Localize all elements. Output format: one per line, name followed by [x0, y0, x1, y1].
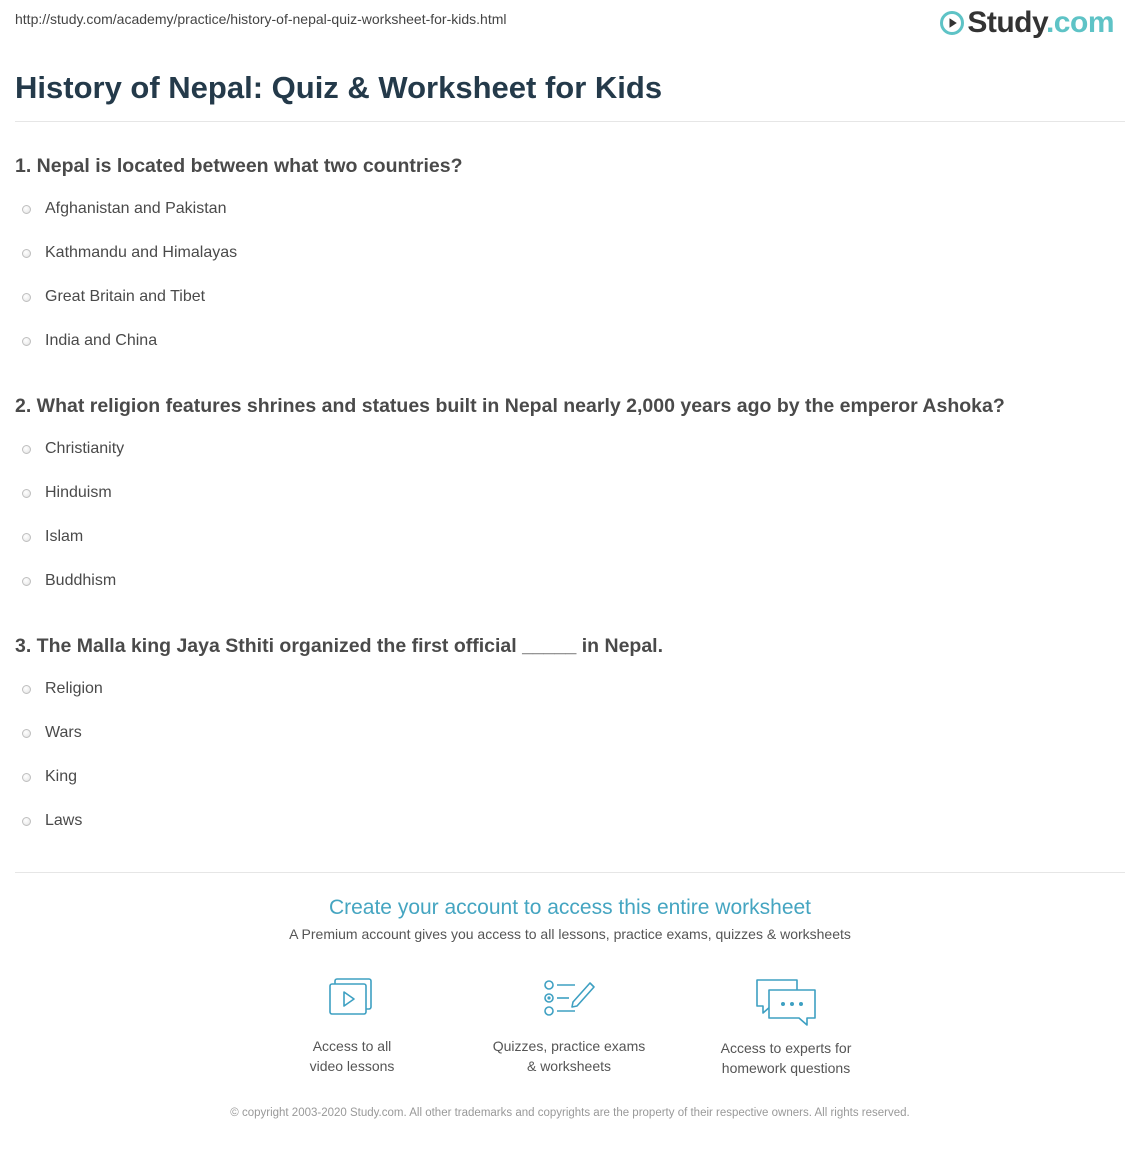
logo-text-dot: .com: [1045, 6, 1114, 39]
feature-quizzes: [469, 976, 669, 1076]
logo-text: [967, 6, 1114, 40]
title-divider: [15, 121, 1125, 122]
option-label: Great Britain and Tibet: [45, 288, 206, 305]
radio-button[interactable]: [22, 533, 31, 542]
video-lessons-icon: [322, 976, 382, 1026]
option-label: King: [45, 768, 78, 785]
study-com-logo[interactable]: [940, 6, 1114, 40]
feature-label: Quizzes, practice exams & worksheets: [492, 1038, 646, 1074]
chat-bubbles-icon: [753, 976, 819, 1028]
option-label: Kathmandu and Himalayas: [45, 244, 238, 261]
question-3: 3. The Malla king Jaya Sthiti organized the first official _____ in Nepal.: [15, 635, 664, 657]
cta-subtitle: A Premium account gives you access to all lessons, practice exams, quizzes & worksheets: [289, 926, 851, 942]
question-1: 1. Nepal is located between what two countries?: [15, 155, 463, 177]
radio-button[interactable]: [22, 249, 31, 258]
question-2: 2. What religion features shrines and statues built in Nepal nearly 2,000 years ago by the emperor Ashoka?: [15, 395, 1005, 417]
radio-button[interactable]: [22, 577, 31, 586]
section-divider: [15, 872, 1125, 873]
option-label: Laws: [45, 812, 83, 829]
radio-button[interactable]: [22, 445, 31, 454]
q3-option-1[interactable]: [22, 680, 103, 698]
create-account-link[interactable]: Create your account to access this entire worksheet: [328, 896, 812, 919]
option-label: Afghanistan and Pakistan: [45, 200, 227, 217]
q2-option-1[interactable]: [22, 440, 124, 458]
q1-option-2[interactable]: [22, 244, 237, 262]
option-label: Wars: [45, 724, 82, 741]
page-url: http://study.com/academy/practice/history-of-nepal-quiz-worksheet-for-kids.html: [15, 11, 507, 27]
q3-option-4[interactable]: [22, 812, 82, 830]
radio-button[interactable]: [22, 817, 31, 826]
feature-video-lessons: [252, 976, 452, 1076]
radio-button[interactable]: [22, 489, 31, 498]
play-circle-icon: [940, 11, 964, 35]
option-label: India and China: [45, 332, 158, 349]
radio-button[interactable]: [22, 205, 31, 214]
feature-label: Access to all video lessons: [309, 1038, 395, 1074]
q2-option-2[interactable]: [22, 484, 112, 502]
option-label: Islam: [45, 528, 84, 545]
copyright-text: © copyright 2003-2020 Study.com. All other trademarks and copyrights are the property of their respective owners. All rights reserved.: [230, 1107, 910, 1119]
feature-experts: [686, 976, 886, 1078]
q1-option-1[interactable]: [22, 200, 226, 218]
option-label: Christianity: [45, 440, 125, 457]
option-label: Religion: [45, 680, 103, 697]
q1-option-4[interactable]: [22, 332, 157, 350]
radio-button[interactable]: [22, 685, 31, 694]
radio-button[interactable]: [22, 773, 31, 782]
q1-option-3[interactable]: [22, 288, 205, 306]
option-label: Buddhism: [45, 572, 117, 589]
q2-option-4[interactable]: [22, 572, 116, 590]
radio-button[interactable]: [22, 293, 31, 302]
q3-option-3[interactable]: [22, 768, 77, 786]
q2-option-3[interactable]: [22, 528, 83, 546]
quiz-checklist-icon: [539, 976, 599, 1026]
logo-text-main: Study: [967, 6, 1046, 39]
page-title: History of Nepal: Quiz & Worksheet for Kids: [15, 70, 663, 105]
radio-button[interactable]: [22, 729, 31, 738]
option-label: Hinduism: [45, 484, 112, 501]
feature-label: Access to experts for homework questions: [720, 1040, 852, 1076]
q3-option-2[interactable]: [22, 724, 82, 742]
radio-button[interactable]: [22, 337, 31, 346]
